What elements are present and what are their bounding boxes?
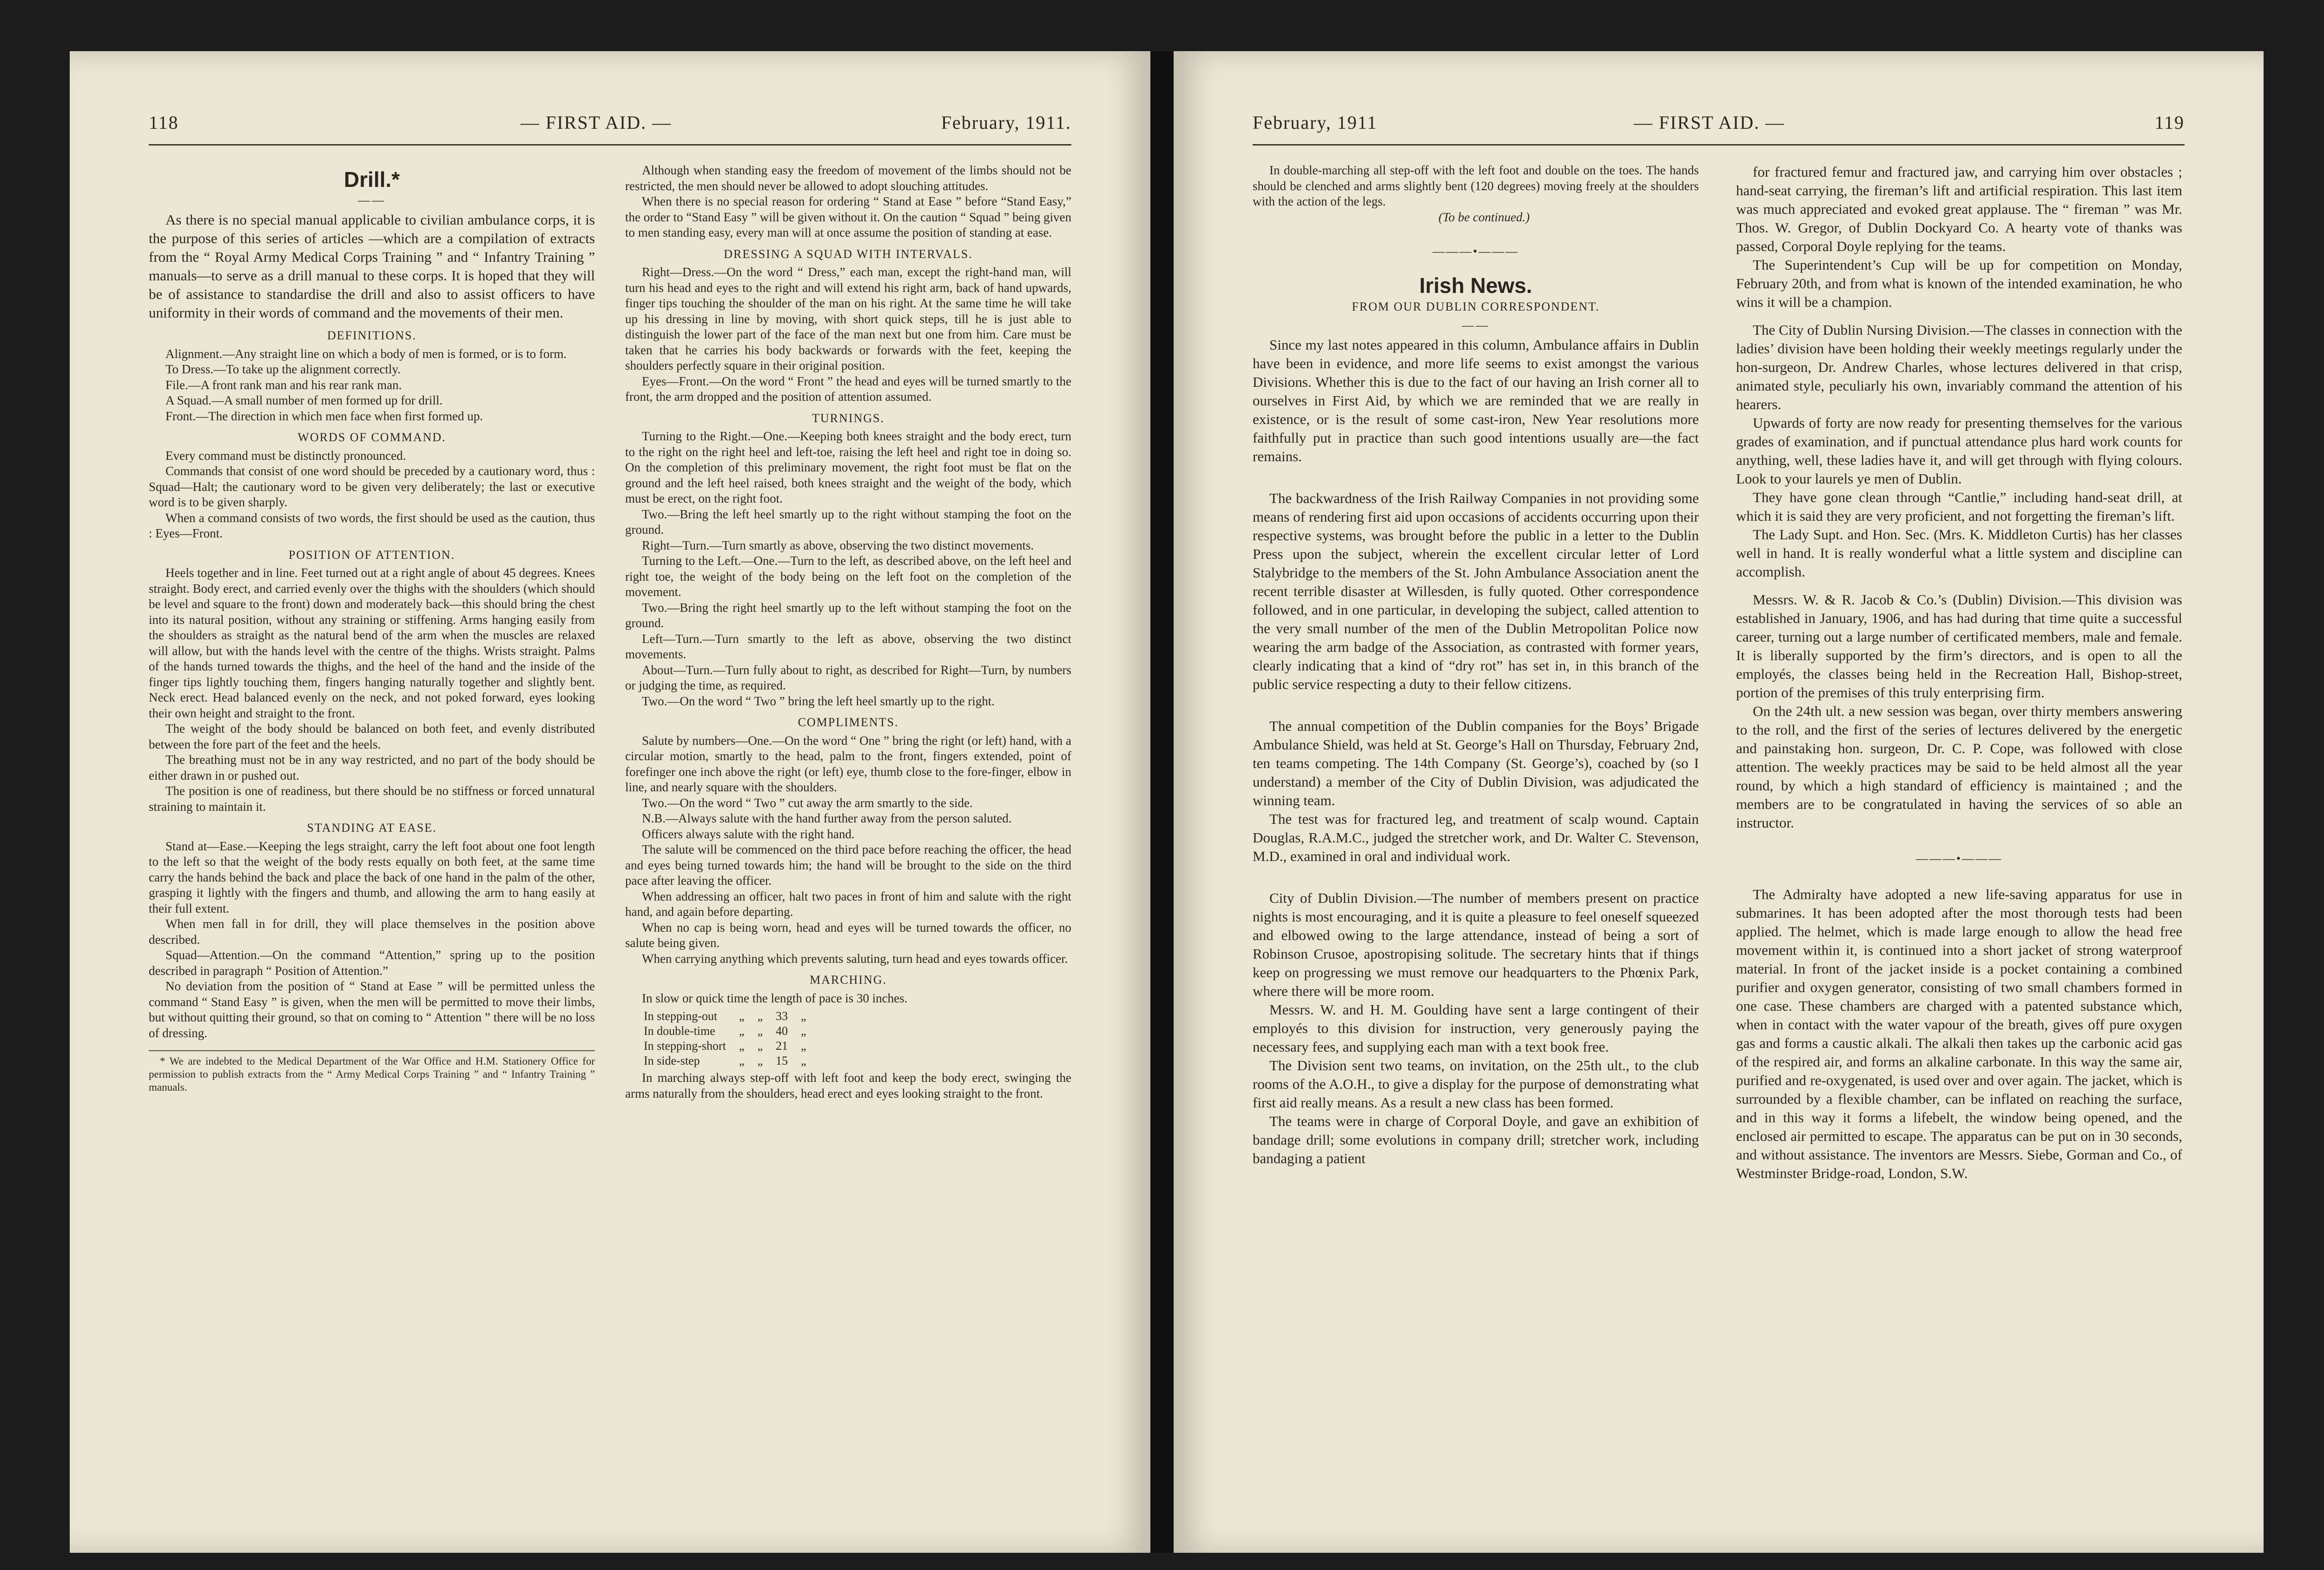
irish-paragraph: They have gone clean through “Cantlie,” including hand-seat drill, at which it is said they are very proficient, and not forgetting the fireman’s lift. [1736, 489, 2182, 524]
words-paragraph: When a command consists of two words, the first should be used as the caution, thus : Eyes—Front. [149, 510, 595, 540]
attention-heading: POSITION OF ATTENTION. [288, 548, 456, 562]
continuation-paragraph: In double-marching all step-off with the left foot and double on the toes. The hands should be clenched and arms slightly bent (120 degrees) moving freely at the shoulders with the action of the legs. [1253, 163, 1699, 208]
compliments-paragraph: N.B.—Always salute with the hand further away from the person saluted. [642, 811, 1012, 825]
irish-paragraph: City of Dublin Division.—The number of members present on practice nights is most encouraging, and it is quite a pleasure to feel oneself squeezed and elbowed owing to the large attendance, instead of being a sort of Robinson Crusoe, apostropising solitude. The secretary hints that if things keep on progressing we must remove our headquarters to the Phœnix Park, where there will be more room. [1253, 890, 1699, 999]
turnings-paragraph: Left—Turn.—Turn smartly to the left as above, observing the two distinct movements. [625, 631, 1071, 661]
left-page [70, 51, 1150, 1553]
ease-paragraph: Squad—Attention.—On the command “Attention,” spring up to the position described in paragraph “ Position of Attention.” [149, 948, 595, 978]
attention-paragraph: The position is one of readiness, but there should be no stiffness or forced unnatural straining to maintain it. [149, 784, 595, 814]
definition-item: To Dress.—To take up the alignment correctly. [165, 362, 401, 376]
marching-close: In marching always step-off with left foot and keep the body erect, swinging the arms naturally from the shoulders, head erect and eyes looking straight to the front. [625, 1071, 1071, 1100]
definition-item: Front.—The direction in which men face when first formed up. [165, 409, 483, 423]
dressing-heading: DRESSING A SQUAD WITH INTERVALS. [724, 247, 973, 261]
ease-heading: STANDING AT EASE. [307, 821, 437, 835]
header-rule-left [149, 144, 1071, 146]
irish-paragraph: The Lady Supt. and Hon. Sec. (Mrs. K. Middleton Curtis) has her classes well in hand. It is really wonderful what a little system and discipline can accomplish. [1736, 526, 2182, 580]
definition-item: Alignment.—Any straight line on which a body of men is formed, or is to form. [165, 346, 567, 361]
right-header [1253, 112, 2185, 144]
dressing-paragraph: Eyes—Front.—On the word “ Front ” the head and eyes will be turned smartly to the front, the arm dropped and the position of attention assumed. [625, 374, 1071, 404]
irish-paragraph: The Division sent two teams, on invitation, on the 25th ult., to the club rooms of the A.O.H., to give a display for the purpose of demonstrating what first aid really means. As a result a new class has been formed. [1253, 1057, 1699, 1111]
left-header [149, 112, 1071, 144]
section-ornament: ———•——— [1915, 852, 2003, 865]
turnings-paragraph: Turning to the Right.—One.—Keeping both knees straight and the body erect, turn to the right on the right heel and left-toe, raising the left heel and right toe in doing so. On the completion of this preliminary movement, the right foot must be flat on the ground and the left heel raised, both knees straight and the weight of the body, which must be erect, on the right foot. [625, 429, 1071, 505]
irish-paragraph: Messrs. W. and H. M. Goulding have sent a large contingent of their employés to this division for instruction, very generously paying the necessary fees, and supplying each man with a text book free. [1253, 1001, 1699, 1055]
book-gutter [1150, 51, 1174, 1553]
header-rule-right [1253, 144, 2185, 146]
standing-paragraph: When there is no special reason for ordering “ Stand at Ease ” before “Stand Easy,” the order to “Stand Easy ” will be given without it. On the caution “ Squad ” being given to men standing easy, every man will at once assume the position of standing at ease. [625, 194, 1071, 239]
compliments-paragraph: When no cap is being worn, head and eyes will be turned towards the officer, no salute being given. [625, 920, 1071, 950]
irish-paragraph: for fractured femur and fractured jaw, and carrying him over obstacles ; hand-seat carrying, the fireman’s lift and artificial respiration. This last item was much appreciated and evoked great applause. The “ fireman ” was Mr. Thos. W. Gregor, of Dublin Dockyard Co. A hearty vote of thanks was passed, Corporal Doyle replying for the teams. [1736, 164, 2182, 254]
marching-table [644, 1009, 819, 1068]
irish-paragraph: The backwardness of the Irish Railway Companies in not providing some means of rendering first aid upon occasions of accidents occurring upon their respective systems, was brought before the public in a letter to the Dublin Press upon the subject, wherein the excellent circular letter of Lord Stalybridge to the members of the St. John Ambulance Association anent the recent terrible disaster at Willesden, is fully quoted. Other correspondence followed, and in one particular, in developing the subject, called attention to the very small number of the men of the Dublin Metropolitan Police now wearing the arm badge of the Association, as contrasted with former years, clearly indicating that a kind of “dry rot” has set in, in this branch of the public service respecting a duty to their fellow citizens. [1253, 490, 1699, 692]
turnings-paragraph: About—Turn.—Turn fully about to right, as described for Right—Turn, by numbers or judging the time, as required. [625, 662, 1071, 692]
irish-paragraph: On the 24th ult. a new session was began, over thirty members answering to the roll, and the first of the series of lectures delivered by the energetic and painstaking hon. surgeon, Dr. C. P. Cope, was followed with close attention. The weekly practices may be said to be held almost all the year round, by which a high standard of efficiency is maintained ; and the members are to be congratulated in having the services of so able an instructor. [1736, 703, 2182, 831]
admiralty-paragraph: The Admiralty have adopted a new life-saving apparatus for use in submarines. It has been adopted after the most thorough tests had been applied. The helmet, which is made large enough to allow the head free movement within it, is continued into a short jacket of strong waterproof material. In front of the jacket inside is a pocket containing a combined purifier and oxygen generator, consisting of two small chambers formed in one case. These chambers are charged with a patented substance which, when in contact with the water vapour of the breath, gives off pure oxygen gas and forms a caustic alkali. The alkali then takes up the carbonic acid gas of the respired air, and forms an alkaline carbonate. In this way the same air, purified and re-oxygenated, is used over and over again. The jacket, which is surrounded by a flexible chamber, can be inflated on reaching the surface, and in this way it forms a lifebelt, the window being opened, and the enclosed air permitted to escape. The apparatus can be put on in 30 seconds, and without assistance. The inventors are Messrs. Siebe, Gorman and Co., of Westminster Bridge-road, London, S.W. [1736, 886, 2182, 1181]
attention-paragraph: Heels together and in line. Feet turned out at a right angle of about 45 degrees. Knees straight. Body erect, and carried evenly over the thighs with the shoulders (which should be level and square to the front) down and moderately back—this should bring the chest into its natural position, without any straining or stiffening. Arms hanging easily from the shoulders as straight as the natural bend of the arm when the muscles are relaxed will allow, but with the hands level with the centre of the thighs. Wrists straight. Palms of the hands turned towards the thighs, and the heel of the hand and the inside of the finger tips lightly touching them, fingers hanging naturally together and slightly bent. Neck erect. Head balanced evenly on the neck, and not poked forward, eyes looking their own height and straight to the front. [149, 566, 595, 720]
ease-paragraph: No deviation from the position of “ Stand at Ease ” will be permitted unless the command “ Stand Easy ” is given, when the men will be permitted to move their limbs, but without quitting their ground, so that on coming to “ Attention ” there will be no loss of dressing. [149, 979, 595, 1040]
irish-paragraph: The Superintendent’s Cup will be up for competition on Monday, February 20th, and from what is known of the intended examination, he who wins it will be a champion. [1736, 257, 2182, 310]
table-row: In side-step „ „ 15 „ [644, 1054, 806, 1067]
standing-paragraph: Although when standing easy the freedom of movement of the limbs should not be restricted, the men should never be allowed to adopt slouching attitudes. [625, 163, 1071, 193]
ease-paragraph: Stand at—Ease.—Keeping the legs straight, carry the left foot about one foot length to the left so that the weight of the body rests equally on both feet, at the same time carry the hands behind the back and place the back of one hand in the palm of the other, grasping it lightly with the fingers and thumb, and allowing the arm to hang easily at their full extent. [149, 839, 595, 915]
words-paragraph: Commands that consist of one word should be preceded by a cautionary word, thus : Squad—Halt; the cautionary word to be given very deliberately; the last or executive word is to be given sharply. [149, 464, 595, 509]
irish-paragraph: The City of Dublin Nursing Division.—The classes in connection with the ladies’ division have been holding their weekly meetings regularly under the hon-surgeon, Dr. Andrew Charles, whose lectures delivered in that crisp, animated style, peculiarly his own, invariably command the attention of his hearers. [1736, 322, 2182, 412]
compliments-paragraph: Two.—On the word “ Two ” cut away the arm smartly to the side. [642, 795, 973, 810]
left-column-1: Drill.* —— As there is no special manual applicable to civilian ambulance corps, it is the purpose of this series of articles —which are a compilation of extracts from the “ Royal Army Medical Corps Training ” and “ Infantry Training ” manuals—to serve as a drill manual to these corps. It is hoped that they will be of assistance to standardise the drill and also to assist officers to have uniformity in their words of command and the movements of their men. DEFINITIONS. Alignment.—Any straight line on which a body of men is formed, or is to form. To Dress.—To take up the alignment correctly. File.—A front rank man and his rear rank man. A Squad.—A small number of men formed up for drill. Front.—The direction in which men face when first formed up. WORDS OF COMMAND. Every command must be distinctly pronounced. Commands that consist of one word should be preceded by a cautionary word, thus : Squad—Halt; the cautionary word to be given very deliberately; the last or executive word is to be given sharply. When a command consists of two words, the first should be used as the caution, thus : Eyes—Front. POSITION OF ATTENTION. Heels together and in line. Feet turned out at a right angle of about 45 degrees. Knees straight. Body erect, and carried evenly over the thighs with the shoulders (which should be level and square to the front) down and moderately back—this should bring the chest into its natural position, without any straining or stiffening. Arms hanging easily from the shoulders as straight as the natural bend of the arm when the muscles are relaxed will allow, but with the hands level with the centre of the thighs. Wrists straight. Palms of the hands turned towards the thighs, and the heel of the hand and the inside of the finger tips lightly touching them, fingers hanging naturally together and slightly bent. Neck erect. Head balanced evenly on the neck, and not poked forward, eyes looking their own height and straight to the front. The weight of the body should be balanced on both feet, and evenly distributed between the fore part of the feet and the heels. The breathing must not be in any way restricted, and no part of the body should be either drawn in or pushed out. The position is one of readiness, but there should be no stiffness or forced unnatural straining to maintain it. STANDING AT EASE. Stand at—Ease.—Keeping the legs straight, carry the left foot about one foot length to the left so that the weight of the body rests equally on both feet, at the same time carry the hands behind the back and place the back of one hand in the palm of the other, grasping it lightly with the fingers and thumb, and allowing the arm to hang easily at their full extent. When men fall in for drill, they will place themselves in the position above described. Squad—Attention.—On the command “Attention,” spring up to the position described in paragraph “ Position of Attention.” No deviation from the position of “ Stand at Ease ” will be permitted unless the command “ Stand Easy ” is given, when the men will be permitted to move their limbs, but without quitting their ground, so that on coming to “ Attention ” there will be no loss of dressing. * We are indebted to the Medical Department of the War Office and H.M. Stationery Office for permission to publish extracts from the “ Army Medical Corps Training ” and “ Infantry Training ” manuals. [149, 167, 595, 1093]
right-page [1174, 51, 2264, 1553]
irish-paragraph: Upwards of forty are now ready for presenting themselves for the various grades of examination, and if punctual attendance plus hard work counts for anything, well, these ladies have it, and will get through with flying colours. Look to your laurels ye men of Dublin. [1736, 415, 2182, 487]
attention-paragraph: The breathing must not be in any way restricted, and no part of the body should be either drawn in or pushed out. [149, 753, 595, 782]
irish-news-title: Irish News. [1419, 273, 1532, 298]
turnings-paragraph: Turning to the Left.—One.—Turn to the left, as described above, on the left heel and right toe, the weight of the body being on the left foot on the completion of the movement. [625, 554, 1071, 599]
turnings-paragraph: Two.—Bring the left heel smartly up to the right without stamping the foot on the ground. [625, 507, 1071, 537]
right-column-1: In double-marching all step-off with the left foot and double on the toes. The hands should be clenched and arms slightly bent (120 degrees) moving freely at the shoulders with the action of the legs. (To be continued.) ———•——— Irish News. FROM OUR DUBLIN CORRESPONDENT. —— Since my last notes appeared in this column, Ambulance affairs in Dublin have been in evidence, and more life seems to exist amongst the various Divisions. Whether this is due to the fact of our having an Irish corner all to ourselves in First Aid, by which we are reminded that we are really in existence, or is the result of some cast-iron, New Year resolutions more faithfully put in practice than such good intentions usually are—the fact remains. The backwardness of the Irish Railway Companies in not providing some means of rendering first aid upon occasions of accidents occurring upon their respective systems, was brought before the public in a letter to the Dublin Press upon the subject, wherein the excellent circular letter of Lord Stalybridge to the members of the St. John Ambulance Association anent the recent terrible disaster at Willesden, is fully quoted. Other correspondence followed, and in one particular, in developing the subject, called attention to the very small number of the men of the Dublin Metropolitan Police now wearing the arm badge of the Association, as contrasted with former years, clearly indicating that a kind of “dry rot” has set in, in this branch of the public service respecting a duty to their fellow citizens. The annual competition of the Dublin companies for the Boys’ Brigade Ambulance Shield, was held at St. George’s Hall on Thursday, February 2nd, ten teams competing. The 14th Company (St. George’s), coached by (so I understand) a member of the City of Dublin Division, was adjudicated the winning team. The test was for fractured leg, and treatment of scalp wound. Captain Douglas, R.A.M.C., judged the stretcher work, and Dr. Walter C. Stevenson, M.D., examined in oral and individual work. City of Dublin Division.—The number of members present on practice nights is most encouraging, and it is quite a pleasure to feel oneself squeezed and elbowed owing to the large attendance, instead of being a sort of Robinson Crusoe, apostropising solitude. The secretary hints that if things keep on progressing we must remove our headquarters to the Phœnix Park, where there will be more room. Messrs. W. and H. M. Goulding have sent a large contingent of their employés to this division for instruction, very generously paying the necessary fees, and supplying each man with a text book free. The Division sent two teams, on invitation, on the 25th ult., to the club rooms of the A.O.H., to give a display for the purpose of demonstrating what first aid really means. As a result a new class has been formed. The teams were in charge of Corporal Doyle, and gave an exhibition of bandage drill; some evolutions in company drill; stretcher work, including bandaging a patient [1253, 163, 1699, 1168]
marching-heading: MARCHING. [809, 973, 887, 987]
words-heading: WORDS OF COMMAND. [297, 431, 446, 444]
attention-paragraph: The weight of the body should be balanced on both feet, and evenly distributed between the fore part of the feet and the heels. [149, 722, 595, 751]
turnings-heading: TURNINGS. [812, 411, 885, 425]
compliments-paragraph: When addressing an officer, halt two paces in front of him and salute with the right hand, and again before departing. [625, 889, 1071, 919]
table-row: In stepping-out „ „ 33 „ [644, 1009, 806, 1023]
section-ornament: ———•——— [1432, 245, 1519, 258]
definition-item: File.—A front rank man and his rear rank man. [165, 378, 402, 392]
right-column-2 [1736, 163, 2182, 1183]
compliments-paragraph: Officers always salute with the right hand. [642, 827, 855, 841]
ease-paragraph: When men fall in for drill, they will place themselves in the position above described. [149, 917, 595, 947]
irish-paragraph: The annual competition of the Dublin companies for the Boys’ Brigade Ambulance Shield, was held at St. George’s Hall on Thursday, February 2nd, ten teams competing. The 14th Company (St. George’s), coached by (so I understand) a member of the City of Dublin Division, was adjudicated the winning team. [1253, 718, 1699, 808]
turnings-paragraph: Two.—On the word “ Two ” bring the left heel smartly up to the right. [642, 694, 995, 708]
compliments-paragraph: The salute will be commenced on the third pace before reaching the officer, the head and eyes being turned towards him; the hand will be brought to the side on the third pace after leaving the officer. [625, 842, 1071, 888]
irish-paragraph: The teams were in charge of Corporal Doyle, and gave an exhibition of bandage drill; some evolutions in company drill; stretcher work, including bandaging a patient [1253, 1113, 1699, 1166]
table-row: In stepping-short „ „ 21 „ [644, 1039, 806, 1053]
footnote-text: * We are indebted to the Medical Department of the War Office and H.M. Stationery Office for permission to publish extracts from the “ Army Medical Corps Training ” and “ Infantry Training ” manuals. [149, 1055, 595, 1093]
running-title-left: — FIRST AID. — [521, 112, 672, 133]
turnings-paragraph: Right—Turn.—Turn smartly as above, observing the two distinct movements. [642, 538, 1034, 552]
left-column-2 [625, 163, 1071, 1101]
irish-paragraph: Since my last notes appeared in this column, Ambulance affairs in Dublin have been in evidence, and more life seems to exist amongst the various Divisions. Whether this is due to the fact of our having an Irish corner all to ourselves in First Aid, by which we are reminded that we are really in existence, or is the result of some cast-iron, New Year resolutions more faithfully put in practice than such good intentions usually are—the fact remains. [1253, 337, 1699, 464]
marching-intro: In slow or quick time the length of pace is 30 inches. [642, 991, 908, 1005]
page-date-right: February, 1911 [1253, 112, 1378, 133]
footnote [149, 1050, 595, 1094]
words-paragraph: Every command must be distinctly pronounced. [165, 448, 406, 463]
irish-news-byline: FROM OUR DUBLIN CORRESPONDENT. [1352, 300, 1600, 313]
compliments-paragraph: When carrying anything which prevents saluting, turn head and eyes towards officer. [642, 951, 1068, 966]
compliments-paragraph: Salute by numbers—One.—On the word “ One ” bring the right (or left) hand, with a circular motion, smartly to the head, palm to the front, fingers extended, point of forefinger one inch above the right (or left) eye, thumb close to the fore-finger, elbow in line, and nearly square with the shoulders. [625, 733, 1071, 794]
page-number-right: 119 [2154, 112, 2185, 133]
drill-intro: As there is no special manual applicable to civilian ambulance corps, it is the purpose of this series of articles —which are a compilation of extracts from the “ Royal Army Medical Corps Training ” and “ Infantry Training ” manuals—to serve as a drill manual to these corps. It is hoped that they will be of assistance to standardise the drill and also to assist officers to have uniformity in their words of command and the movements of their men. [149, 212, 595, 321]
running-title-right: — FIRST AID. — [1634, 112, 1785, 133]
compliments-heading: COMPLIMENTS. [798, 715, 899, 729]
dressing-paragraph: Right—Dress.—On the word “ Dress,” each man, except the right-hand man, will turn his head and eyes to the right and will extend his right arm, back of hand upwards, finger tips touching the shoulder of the man on his right. At the same time he will take up his dressing in line by moving, with short quick steps, till he is just able to distinguish the lower part of the face of the man next but one from him. Care must be taken that he carries his body backwards or forwards with the feet, keeping the shoulders perfectly square in their original position. [625, 265, 1071, 372]
irish-paragraph: The test was for fractured leg, and treatment of scalp wound. Captain Douglas, R.A.M.C., judged the stretcher work, and Dr. Walter C. Stevenson, M.D., examined in oral and individual work. [1253, 811, 1699, 864]
definition-item: A Squad.—A small number of men formed up for drill. [165, 393, 443, 407]
to-be-continued: (To be continued.) [1438, 210, 1530, 224]
table-row: In double-time „ „ 40 „ [644, 1024, 806, 1038]
turnings-paragraph: Two.—Bring the right heel smartly up to the left without stamping the foot on the ground. [625, 600, 1071, 630]
definitions-heading: DEFINITIONS. [327, 329, 417, 342]
drill-title: Drill.* [343, 167, 400, 192]
page-date-left: February, 1911. [941, 112, 1071, 133]
irish-paragraph: Messrs. W. & R. Jacob & Co.’s (Dublin) Division.—This division was established in January, 1906, and has had during that time quite a successful career, turning out a large number of certificated members, male and female. It is liberally supported by the firm’s directors, and is open to all the employés, the classes being held in the Recreation Hall, Bishop-street, portion of the premises of this truly enterprising firm. [1736, 591, 2182, 701]
page-number-left: 118 [149, 112, 179, 133]
